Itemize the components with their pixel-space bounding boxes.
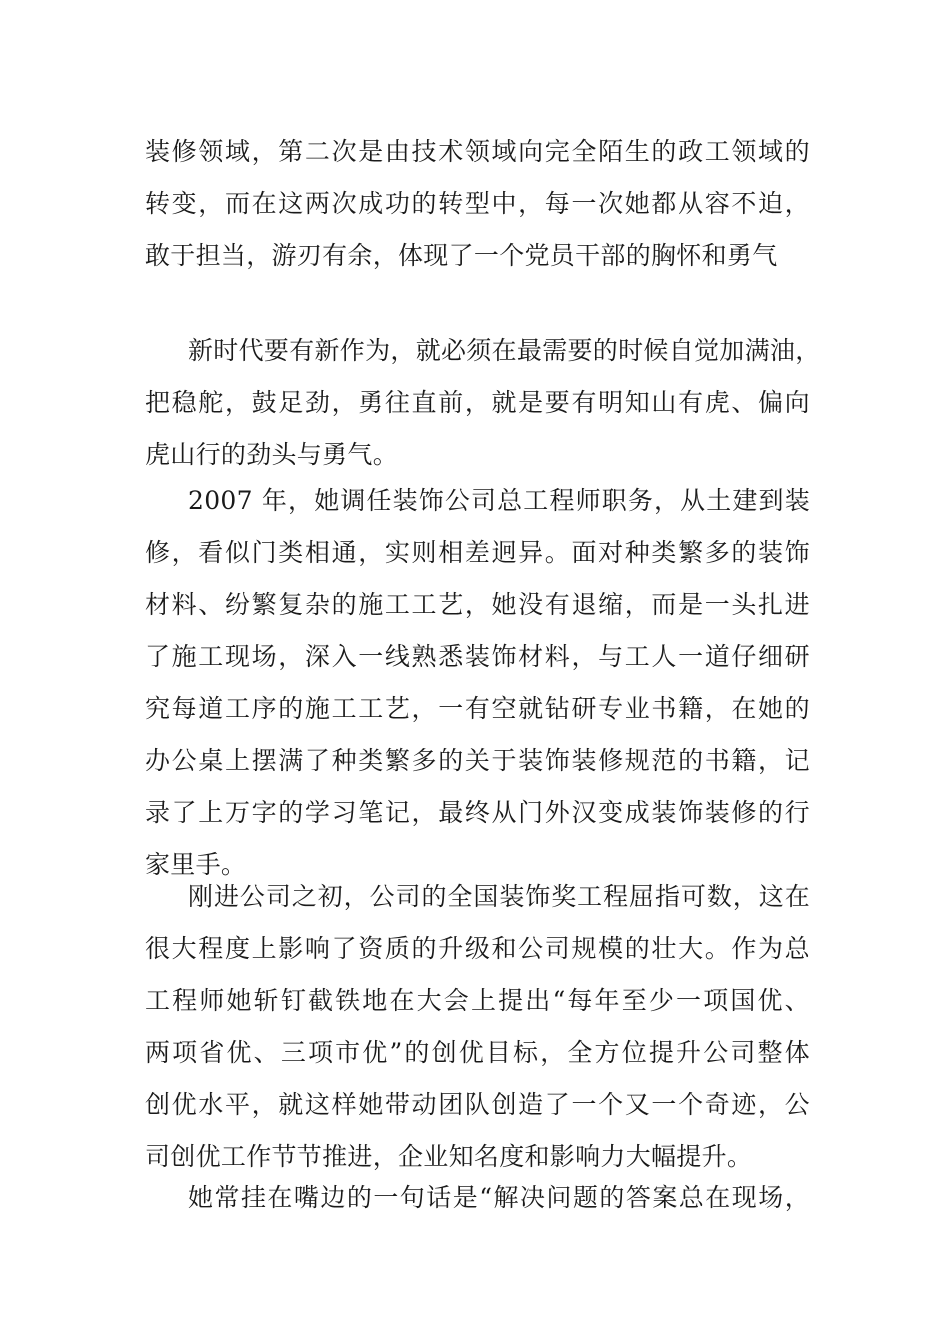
paragraph-2-line-2: 把稳舵，鼓足劲，勇往直前，就是要有明知山有虎、偏向 xyxy=(145,388,810,417)
paragraph-4-line-3: 工程师她斩钉截铁地在大会上提出“每年至少一项国优、 xyxy=(145,986,810,1015)
paragraph-3-line-2: 修，看似门类相通，实则相差迥异。面对种类繁多的装饰 xyxy=(145,538,810,567)
paragraph-4-line-4: 两项省优、三项市优”的创优目标，全方位提升公司整体 xyxy=(145,1038,810,1067)
paragraph-4-line-6: 司创优工作节节推进，企业知名度和影响力大幅提升。 xyxy=(145,1142,753,1171)
paragraph-3-line-5: 究每道工序的施工工艺，一有空就钻研专业书籍，在她的 xyxy=(145,694,810,723)
paragraph-3-line-7: 录了上万字的学习笔记，最终从门外汉变成装饰装修的行 xyxy=(145,798,810,827)
paragraph-1-line-1: 装修领域，第二次是由技术领域向完全陌生的政工领域的 xyxy=(145,137,810,166)
paragraph-5 xyxy=(145,1172,810,1224)
paragraph-1-line-3: 敢于担当，游刃有余，体现了一个党员干部的胸怀和勇气 xyxy=(145,241,778,270)
paragraph-4 xyxy=(145,871,810,1183)
paragraph-3-line-3: 材料、纷繁复杂的施工工艺，她没有退缩，而是一头扎进 xyxy=(145,590,810,619)
paragraph-4-line-5: 创优水平，就这样她带动团队创造了一个又一个奇迹，公 xyxy=(145,1090,810,1119)
paragraph-3-line-4: 了施工现场，深入一线熟悉装饰材料，与工人一道仔细研 xyxy=(145,642,810,671)
paragraph-4-line-2: 很大程度上影响了资质的升级和公司规模的壮大。作为总 xyxy=(145,934,810,963)
paragraph-3-line-6: 办公桌上摆满了种类繁多的关于装饰装修规范的书籍，记 xyxy=(145,746,810,775)
paragraph-3-line-1: 2007 年，她调任装饰公司总工程师职务，从土建到装 xyxy=(188,486,810,515)
paragraph-3-line-8: 家里手。 xyxy=(145,850,247,879)
paragraph-1 xyxy=(145,126,810,282)
paragraph-4-line-1: 刚进公司之初，公司的全国装饰奖工程屈指可数，这在 xyxy=(188,882,810,911)
paragraph-1-line-2: 转变，而在这两次成功的转型中，每一次她都从容不迫， xyxy=(145,189,810,218)
paragraph-5-line-1: 她常挂在嘴边的一句话是“解决问题的答案总在现场， xyxy=(188,1183,810,1212)
paragraph-2-line-3: 虎山行的劲头与勇气。 xyxy=(145,440,399,469)
paragraph-2 xyxy=(145,325,821,481)
paragraph-3 xyxy=(145,475,810,891)
paragraph-2-line-1: 新时代要有新作为，就必须在最需要的时候自觉加满油， xyxy=(188,336,821,365)
